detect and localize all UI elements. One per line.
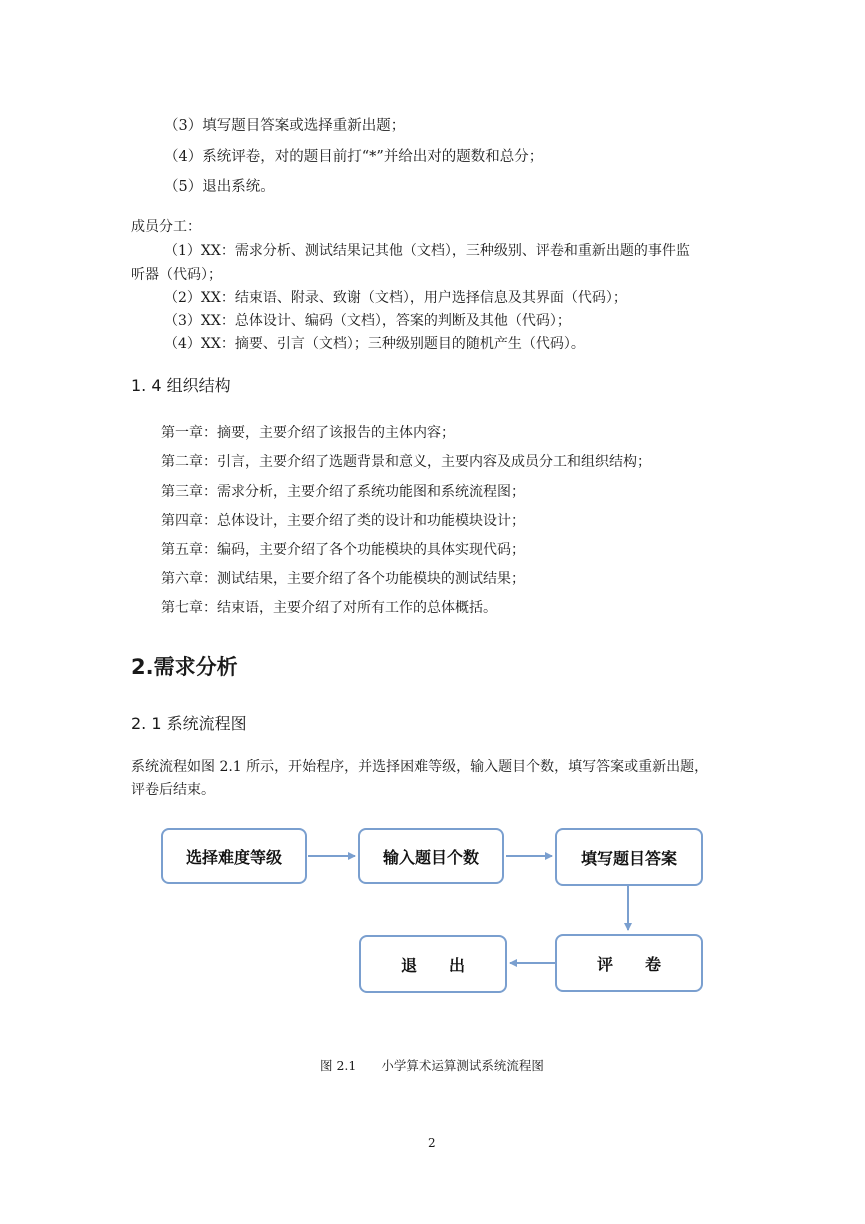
chapter-2-title: 2.需求分析 [131,655,238,679]
paragraph-line-2: 评卷后结束。 [131,782,215,798]
flow-box-grade: 评 卷 [555,934,703,992]
member-line-1: （1）XX：需求分析、测试结果记其他（文档），三种级别、评卷和重新出题的事件监 [164,243,690,259]
chapter-line-2: 第二章：引言，主要介绍了选题背景和意义，主要内容及成员分工和组织结构； [161,454,651,470]
chapter-line-7: 第七章：结束语，主要介绍了对所有工作的总体概括。 [161,600,497,616]
chapter-line-3: 第三章：需求分析，主要介绍了系统功能图和系统流程图； [161,484,525,500]
member-line-2: （2）XX：结束语、附录、致谢（文档），用户选择信息及其界面（代码）； [164,290,627,306]
chapter-line-6: 第六章：测试结果，主要介绍了各个功能模块的测试结果； [161,571,525,587]
section-1-4-title: 1. 4 组织结构 [131,376,231,395]
step-4: （4）系统评卷，对的题目前打“*”并给出对的题数和总分； [164,149,544,165]
members-heading: 成员分工： [131,219,201,235]
figure-caption: 图 2.1 小学算术运算测试系统流程图 [320,1058,544,1073]
flow-box-select-difficulty: 选择难度等级 [161,828,307,884]
chapter-line-4: 第四章：总体设计，主要介绍了类的设计和功能模块设计； [161,513,525,529]
step-3: （3）填写题目答案或选择重新出题； [164,118,406,134]
page-number: 2 [428,1136,436,1150]
flow-box-fill-answers: 填写题目答案 [555,828,703,886]
section-2-1-title: 2. 1 系统流程图 [131,714,247,733]
member-line-1-cont: 听器（代码）； [131,267,222,283]
step-5: （5）退出系统。 [164,179,275,195]
flow-box-input-count: 输入题目个数 [358,828,504,884]
member-line-4: （4）XX：摘要、引言（文档）；三种级别题目的随机产生（代码）。 [164,336,585,352]
chapter-line-1: 第一章：摘要，主要介绍了该报告的主体内容； [161,425,455,441]
paragraph-line-1: 系统流程如图 2.1 所示，开始程序，并选择困难等级，输入题目个数，填写答案或重新出题， [131,759,709,775]
flow-box-exit: 退 出 [359,935,507,993]
chapter-line-5: 第五章：编码，主要介绍了各个功能模块的具体实现代码； [161,542,525,558]
member-line-3: （3）XX：总体设计、编码（文档），答案的判断及其他（代码）； [164,313,571,329]
